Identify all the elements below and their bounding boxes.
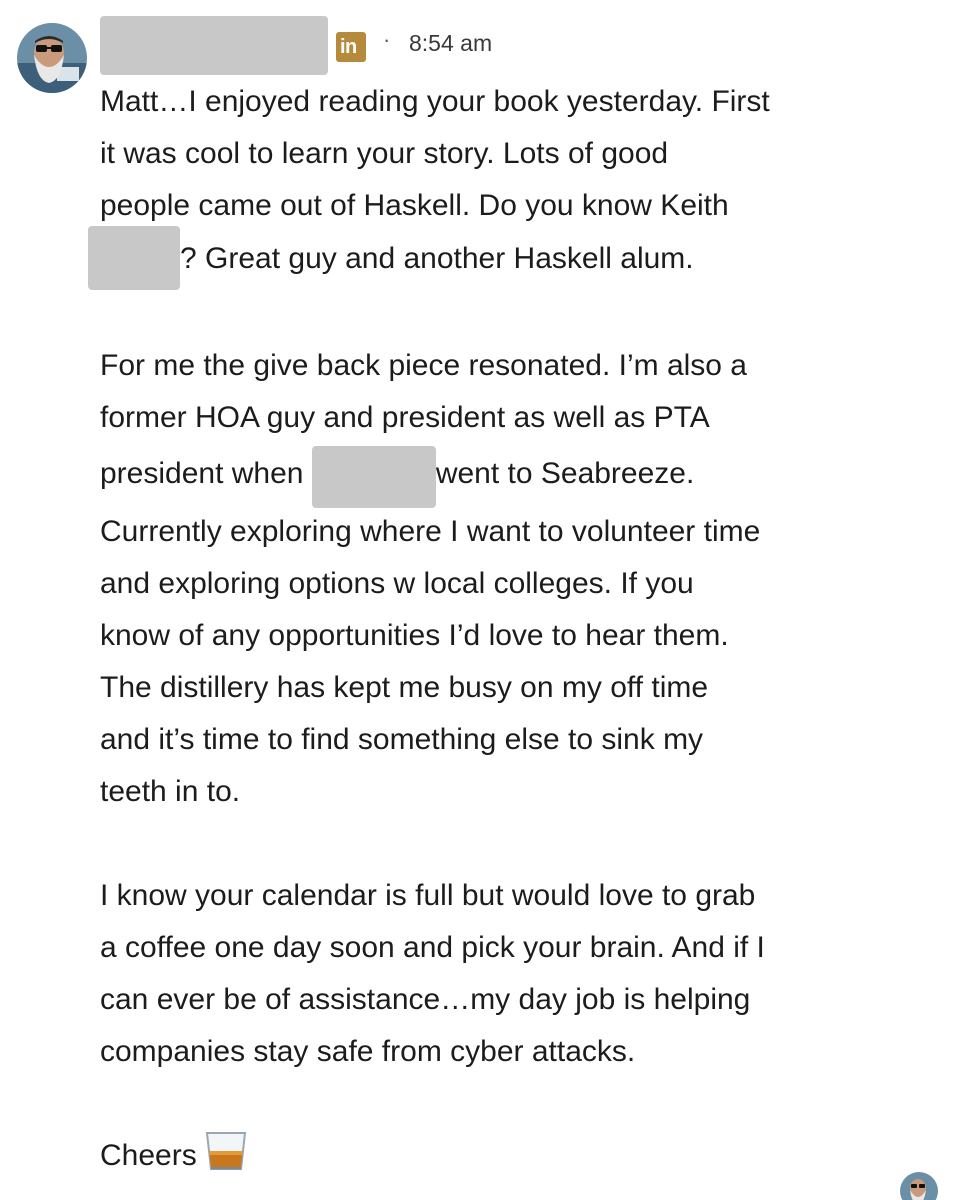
message-line: can ever be of assistance…my day job is helping [100,983,751,1016]
separator-dot: · [383,27,391,52]
redacted-name [312,446,436,508]
message-line [100,232,900,288]
message-header [100,14,900,74]
message-line: The distillery has kept me busy on my off time [100,671,709,704]
message-line [100,444,900,506]
message-line: a coffee one day soon and pick your brain. And if I [100,931,765,964]
closing-text: Cheers [100,1139,197,1172]
message-text: president when [100,456,312,490]
message-line: Currently exploring where I want to volunteer time [100,515,761,548]
message-text: ? Great guy and another Haskell alum. [180,241,694,275]
linkedin-icon[interactable]: in [336,32,366,62]
message-line: and it’s time to find something else to sink my [100,723,704,756]
redacted-name [88,226,180,290]
message-line: people came out of Haskell. Do you know Keith [100,189,729,222]
message-text: went to Seabreeze. [435,456,695,490]
message-timestamp: 8:54 am [409,30,493,56]
message-line: former HOA guy and president as well as PTA [100,401,710,434]
message-line: know of any opportunities I’d love to hear them. [100,619,729,652]
message-line: it was cool to learn your story. Lots of good [100,137,669,170]
message-line: Matt…I enjoyed reading your book yesterday. First [100,85,770,118]
message-line: For me the give back piece resonated. I’m also a [100,349,747,382]
message-body [100,76,900,1188]
redacted-sender-name[interactable] [100,16,328,75]
message-closing [100,1130,900,1188]
message-line: I know your calendar is full but would love to grab [100,879,756,912]
whiskey-glass-icon [203,1131,249,1188]
message-line: and exploring options w local colleges. If you [100,567,694,600]
message-line: teeth in to. [100,775,241,808]
message-line: companies stay safe from cyber attacks. [100,1035,636,1068]
sender-avatar[interactable] [17,23,87,93]
read-receipt-avatar [900,1172,938,1200]
